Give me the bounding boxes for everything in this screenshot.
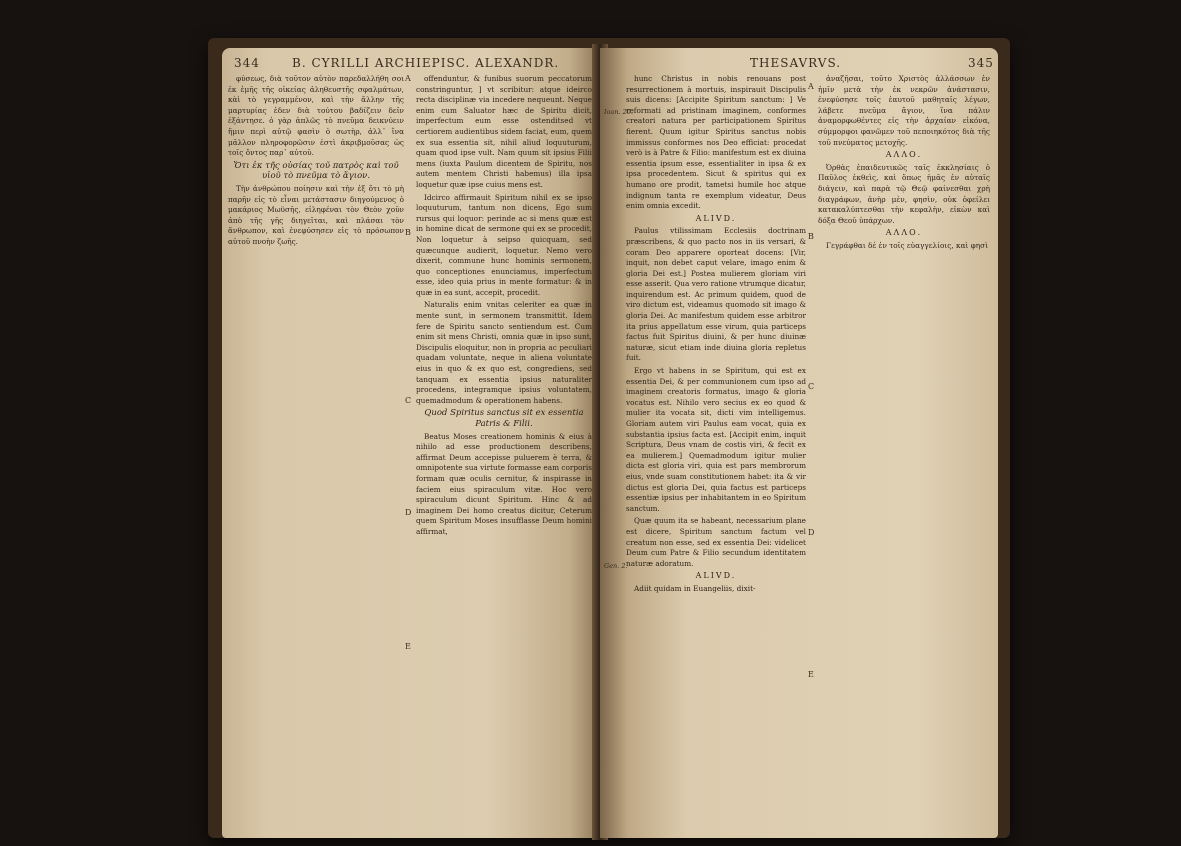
greek-section-heading: ΑΛΛΟ. bbox=[885, 228, 923, 238]
latin-paragraph: Beatus Moses creationem hominis & eius à nihilo ad esse productionem describens, affirmat Deum accepisse puluerem è terra, & omnipotente sua virtute formasse eam corporis formam quæ oculis cernitur, & inspirasse in faciem eius spiraculum vitæ. Hoc vero spiraculum dicunt Spiritum. Hinc & ad imaginem Dei homo creatus dicitur, Ceterum quem Spiritum Moses insufflasse Deum homini affirmat, bbox=[416, 431, 592, 536]
latin-paragraph: Idcirco affirmauit Spiritum nihil ex se ipso loquuturum, tantum non dicens, Ego sum rursus qui loquor: perinde ac si mens quæ est in homine dicat de sermone qui ex se procedit, Non loquetur à seipso quicquam, sed quæcunque audierit, loquetur. Nemo vero dixerit, commune hunc hominis sermonem, quo conceptiones enunciamus, imperfectum esse, ideo quia prius in mente formatur: & in quæ in ea sunt, accepit, procedit. bbox=[416, 192, 592, 297]
margin-letter: B bbox=[808, 232, 814, 241]
greek-section-heading: Ὅτι ἐκ τῆς οὐσίας τοῦ πατρὸς καὶ τοῦ υἱοῦ τὸ πνεῦμα τὸ ἅγιον. bbox=[233, 160, 399, 182]
margin-letter: A bbox=[405, 74, 411, 83]
latin-paragraph: Quæ quum ita se habeant, necessarium plane est dicere, Spiritum sanctum factum vel creatum non esse, sed ex essentia Dei: videlicet Deum cum Patre & Filio secundum identitatem naturæ adoratum. bbox=[626, 516, 806, 568]
right-page bbox=[600, 48, 998, 838]
greek-section-heading: ΑΛΛΟ. bbox=[885, 150, 923, 160]
latin-paragraph: Ergo vt habens in se Spiritum, qui est ex essentia Dei, & per communionem cum ipso ad imaginem creatoris formatus, imago & gloria vocatus est. Nihilo vero secius ex eo quod & mulier ita vocata sit, dicti vim intelligemus. Gloriam autem viri Paulus eam vocat, quia ex substantia ipsius facta est. [Accipit enim, inquit Scriptura, Deus vnam de costis viri, & fecit ex ea mulierem.] Quemadmodum igitur mulier dicta est gloria viri, quia est pars membrorum eius, vnde suam constitutionem habet: ita & vir dictus est gloria Dei, quia factus est particeps essentiæ ipsius per inhabitantem in eo Spiritum sanctum. bbox=[626, 366, 806, 513]
side-note: Ioan. 20. bbox=[604, 108, 634, 116]
left-page bbox=[222, 48, 600, 838]
greek-paragraph: Τὴν ἀνθρώπου ποίησιν καὶ τὴν ἐξ ὅτι τὸ μὴ παρῆν εἰς τὸ εἶναι μετάστασιν διηγούμενος ὁ μακάριος Μωϋσῆς, εἰληφέναι τὸν Θεὸν χοῦν ἀπὸ τῆς γῆς διηγεῖται, καὶ πλάσαι τὸν ἄνθρωπον, καὶ ἐνεφύσησεν εἰς τὸ πρόσωπον αὐτοῦ πνοὴν ζωῆς. bbox=[228, 183, 404, 246]
latin-paragraph: Adiit quidam in Euangeliis, dixit- bbox=[634, 583, 756, 593]
latin-section-heading: ALIVD. bbox=[695, 213, 737, 223]
latin-section-heading: Quod Spiritus sanctus sit ex essentia Patris & Filii. bbox=[424, 408, 584, 429]
margin-letter: B bbox=[405, 228, 411, 237]
latin-paragraph: hunc Christus in nobis renouans post resurrectionem à mortuis, inspirauit Discipulis suis dicens: [Accipite Spiritum sanctum: ] Ve reformati ad pristinam imaginem, conformes creatori natura per participationem Spiritus fierent. Quum igitur Spiritus sanctus nobis immissus conformes nos Deo efficiat: procedat verò is à Patre & Filio: manifestum est ex diuina essentia ipsum esse, essentialiter in ipsa & ex ipsa procedentem. Sicut & spiritus qui ex humano ore prodit, tametsi humile hoc atque indignum tanta re exemplum videatur, Deus enim omnia excedit. bbox=[626, 74, 806, 211]
right-greek-column bbox=[818, 74, 990, 834]
side-note: Gen. 2. bbox=[604, 562, 628, 570]
margin-letter: C bbox=[405, 396, 412, 405]
right-running-head: THESAVRVS. bbox=[750, 56, 842, 70]
greek-paragraph: Γεγράφθαι δέ ἐν τοῖς εὐαγγελίοις, καὶ φησὶ bbox=[826, 240, 988, 250]
margin-letter: D bbox=[808, 528, 815, 537]
margin-letter: E bbox=[405, 642, 411, 651]
margin-letter: C bbox=[808, 382, 815, 391]
margin-letter: D bbox=[405, 508, 412, 517]
left-page-number: 344 bbox=[234, 56, 260, 70]
latin-paragraph: Paulus vtilissimam Ecclesiis doctrinam præscribens, & quo pacto nos in iis versari, & coram Deo apparere oporteat docens: [Vir, inquit, non debet caput velare, imago enim & gloria Dei est.] Postea mulierem gloriam viri esse asserit. Qua vero ratione vtrumque dicatur, inquirendum est. Ac primum quidem, quod de viro dictum est, videamus quomodo sit imago & gloria Dei. Ac manifestum quidem esse arbitror ita prius appellatum esse virum, quia particeps factus fuit Spiritus diuini, & per hunc diuinæ naturæ, sicut etiam inde diuina gloria repletus fuit. bbox=[626, 226, 806, 363]
margin-letter: E bbox=[808, 670, 814, 679]
greek-paragraph: φύσεως, διὰ τοῦτον αὐτὸν παρεδαλλήθη σοι ἐκ ἐμῆς τῆς οἰκείας ἀληθευστῆς σφαλμάτων, κὰὶ τὸ γεγραμμένον, καὶ τὴν ἄλλην τῆς μαρτυρίας ἐδεν διὰ τούτου βαδίζειν δεῖν ἐξάντησε. ὁ γὰρ ἀπλῶς τὸ πνεῦμα δεικνύειν ἥμιν περὶ αὐτῷ φασὶν ὁ σωτὴρ, ἀλλ᾽ ἵνα μᾶλλον πληροφορῶσιν ἐστὶ ἀκριβμοῦσας ὡς τοῖς ὄντος παρ᾽ αὐτοῦ. bbox=[228, 74, 404, 158]
greek-paragraph: ἀναζῆσαι, τοῦτο Χριστὸς ἀλλάσσων ἐν ἡμῖν μετὰ τὴν ἐκ νεκρῶν ἀνάστασιν, ἐνεφύσησε τοῖς ἑαυτοῦ μαθηταῖς λέγων, λάβετε πνεῦμα ἅγιον, ἵνα πάλιν ἀναμορφωθέντες εἰς τὴν ἀρχαίαν εἰκόνα, σύμμορφοι φανῶμεν τοῦ πεποιηκότος διὰ τῆς τοῦ πνεύματος μετοχῆς. bbox=[818, 74, 990, 147]
greek-paragraph: Ὀρθὰς ἐπαιδευτικῶς ταῖς ἐκκλησίαις ὁ Παῦλος ἐκθεὶς, καὶ ὅπως ἡμᾶς ἐν αὐταῖς διάγειν, καὶ παρὰ τῷ Θεῷ φαίνεσθαι χρὴ διαγράφων, ἀνὴρ μὲν, φησὶν, οὐκ ὀφείλει κατακαλύπτεσθαι τὴν κεφαλὴν, εἰκὼν καὶ δόξα Θεοῦ ὑπάρχων. bbox=[818, 162, 990, 225]
left-greek-column bbox=[228, 74, 404, 834]
latin-section-heading: ALIVD. bbox=[695, 571, 737, 581]
right-page-number: 345 bbox=[968, 56, 994, 70]
left-running-head: B. CYRILLI ARCHIEPISC. ALEXANDR. bbox=[292, 56, 560, 70]
margin-letter: A bbox=[808, 82, 814, 91]
latin-paragraph: offenduntur, & funibus suorum peccatorum constringuntur, ] vt scribitur: atque ideirco recta disciplinæ via incedere nequeunt. Neque enim cum Saluator hæc de Spiritu dicit, imperfectum eum esse ostenditsed vt certiorem audientibus sidem faciat, eum, quem ex sua essentia sit, nihil aliud loquuturum, quam quod ipse vult. Nam quum sit ipsius Filii mens (iuxta Paulum dicentem de Spiritu, nos autem mentem Christi habemus) illa ipsa loquetur quæ ipse cuius mens est. bbox=[416, 74, 592, 189]
right-latin-column bbox=[626, 74, 806, 834]
left-latin-column bbox=[416, 74, 592, 834]
latin-paragraph: Naturalis enim vnitas celeriter ea quæ in mente sunt, in sermonem transmittit. Idem fere de Spiritu sancto sentiendum est. Cum enim sit mens Christi, omnia quæ in ipso sunt, Discipulis eloquitur, non in propria ac peculiari quadam voluntate, neque in aliena voluntate eius in quo & ex quo est, congrediens, sed tanquam ex essentia ipsius naturaliter procedens, integramque ipsius voluntatem, quemadmodum & operationem habens. bbox=[416, 300, 592, 405]
